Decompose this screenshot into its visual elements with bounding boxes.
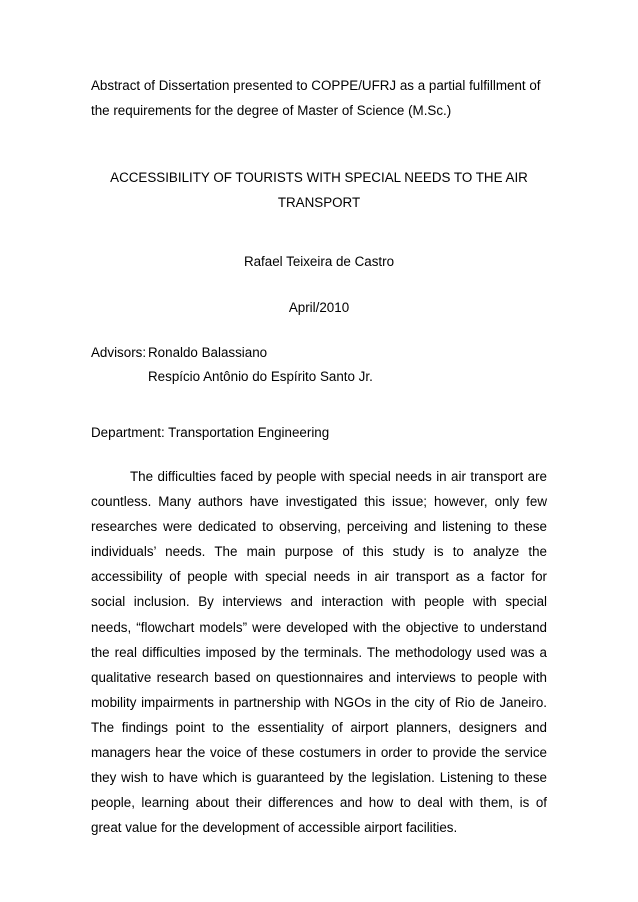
advisor-row-first (91, 341, 547, 365)
author-name: Rafael Teixeira de Castro (243, 254, 395, 269)
advisor-name-second: Respício Antônio do Espírito Santo Jr. (148, 369, 373, 384)
abstract-body: The difficulties faced by people with special needs in air transport are countless. Many authors have investigated this issue; however, only few researches were dedicated to observing, perceiving and listening to these individuals’ needs. The main purpose of this study is to analyze the accessibility of people with special needs in air transport as a factor for social inclusion. By interviews and interaction with people with special needs, “flowchart models” were developed with the objective to understand the real difficulties imposed by the terminals. The methodology used was a qualitative research based on questionnaires and interviews to people with mobility impairments in partnership with NGOs in the city of Rio de Janeiro. The findings point to the essentiality of airport planners, designers and managers hear the voice of these costumers in order to provide the service they wish to have which is guaranteed by the legislation. Listening to these people, learning about their differences and how to deal with them, is of great value for the development of accessible airport facilities. (91, 469, 547, 836)
intro-statement: Abstract of Dissertation presented to COPPE/UFRJ as a partial fulfillment of the requirements for the degree of Master of Science (M.Sc.) (91, 78, 541, 118)
dissertation-title: ACCESSIBILITY OF TOURISTS WITH SPECIAL NEEDS TO THE AIR TRANSPORT (110, 170, 528, 210)
advisors-label: Advisors: (91, 345, 147, 360)
advisors-section (91, 341, 547, 389)
submission-date: April/2010 (288, 300, 350, 315)
advisor-name-first: Ronaldo Balassiano (148, 345, 268, 360)
department-line: Department: Transportation Engineering (91, 425, 330, 440)
